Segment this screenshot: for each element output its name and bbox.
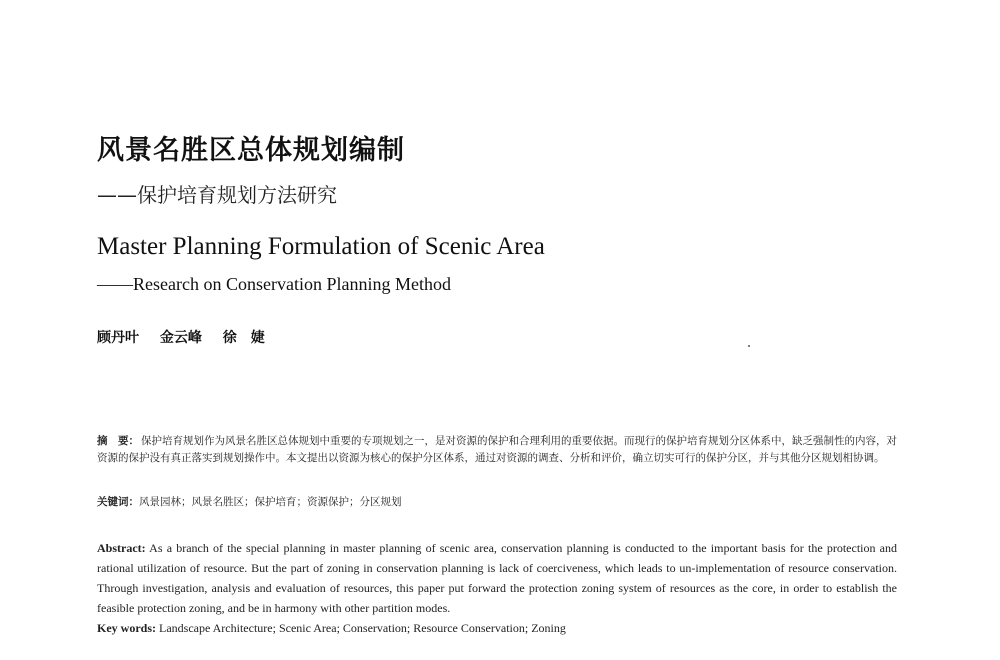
author-name: 徐 婕 [222,330,265,346]
abstract-english-label: Abstract: [97,541,146,555]
abstract-english [97,538,897,618]
abstract-english-text: As a branch of the special planning in master planning of scenic area, conservation planning is conducted to the important basis for the protection and rational utilization of resource. But the part of zoning in conservation planning is lack of coerciveness, which leads to un-implementation of resource conservation. Through investigation, analysis and evaluation of resources, this paper put forward the protection zoning system of resources as the core, in order to establish the feasible protection zoning, and be in harmony with other partition modes. [97,541,897,615]
paper-subtitle-chinese: ——保护培育规划方法研究 [97,183,337,207]
keywords-english-label: Key words: [97,621,156,635]
abstract-chinese-label: 摘 要： [97,435,139,447]
author-name: 顾丹叶 [97,330,139,346]
keywords-chinese-text: 风景园林；风景名胜区；保护培育；资源保护；分区规划 [139,496,402,508]
keywords-english-text: Landscape Architecture; Scenic Area; Conservation; Resource Conservation; Zoning [156,621,566,635]
paper-title-english: Master Planning Formulation of Scenic Area [97,233,545,260]
keywords-chinese-label: 关键词： [97,496,139,508]
abstract-chinese [97,433,897,467]
paper-subtitle-english: ——Research on Conservation Planning Method [97,274,451,294]
author-list [97,327,281,347]
author-name: 金云峰 [159,330,202,346]
stray-dot-mark [748,345,750,347]
keywords-chinese [97,494,897,511]
paper-title-chinese: 风景名胜区总体规划编制 [97,135,405,166]
abstract-chinese-text: 保护培育规划作为风景名胜区总体规划中重要的专项规划之一，是对资源的保护和合理利用的重要依据。而现行的保护培育规划分区体系中，缺乏强制性的内容，对资源的保护没有真正落实到规划操作中。本文提出以资源为核心的保护分区体系，通过对资源的调查、分析和评价，确立切实可行的保护分区，并与其他分区规划相协调。 [97,435,897,464]
keywords-english [97,618,897,638]
